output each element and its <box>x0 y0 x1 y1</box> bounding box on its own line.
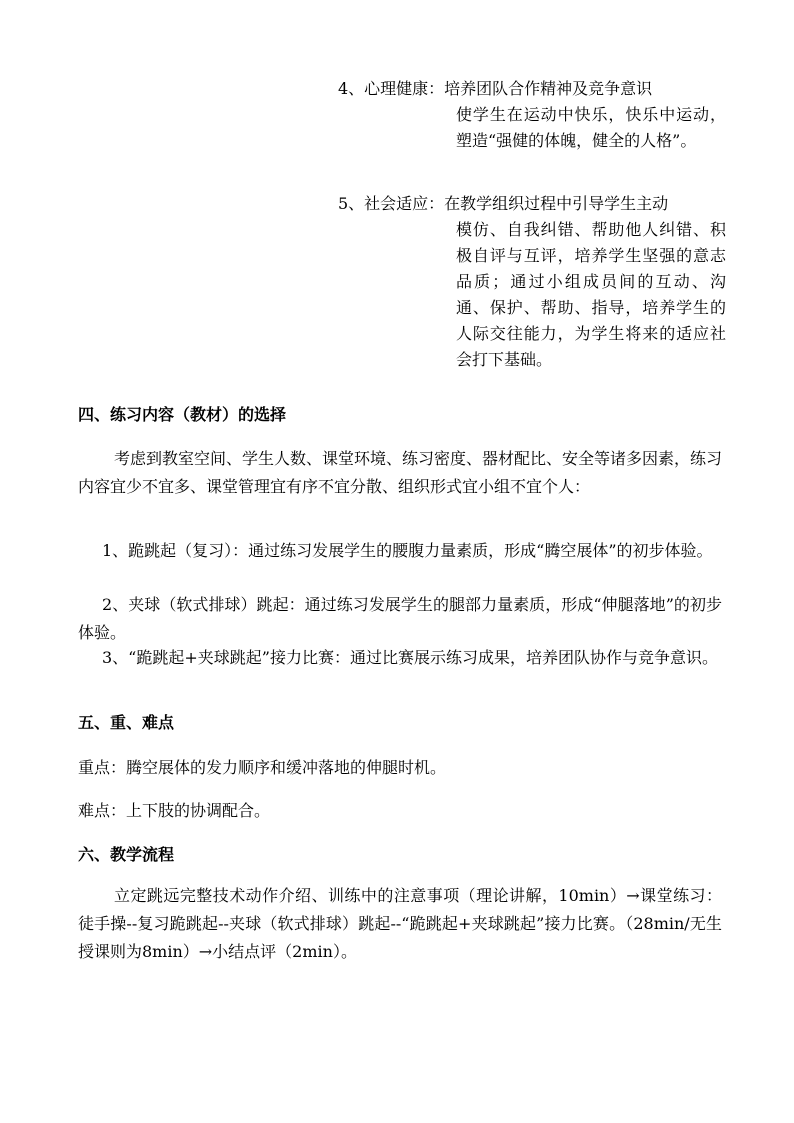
teaching-process-paragraph: 立定跳远完整技术动作介绍、训练中的注意事项（理论讲解，10min）→课堂练习：徒手操--复习跪跳起--夹球（软式排球）跳起--“跪跳起+夹球跳起”接力比赛。（28min/无生授课则为8min）→小结点评（2min）。 <box>78 886 722 961</box>
section-heading-practice-content: 四、练习内容（教材）的选择 <box>78 405 287 424</box>
key-point-text: 重点：腾空展体的发力顺序和缓冲落地的伸腿时机。 <box>78 758 447 777</box>
practice-item-1: 1、跪跳起（复习）：通过练习发展学生的腰腹力量素质，形成“腾空展体”的初步体验。 <box>102 541 713 560</box>
practice-item-3: 3、“跪跳起+夹球跳起”接力比赛：通过比赛展示练习成果，培养团队协作与竞争意识。 <box>102 648 718 667</box>
list-item-continuation: 使学生在运动中快乐，快乐中运动，塑造“强健的体魄，健全的人格”。 <box>456 105 726 150</box>
list-item-mental-health <box>338 76 738 154</box>
list-item-continuation: 模仿、自我纠错、帮助他人纠错、积极自评与互评，培养学生坚强的意志品质；通过小组成员间的互动、沟通、保护、帮助、指导，培养学生的人际交往能力，为学生将来的适应社会打下基础。 <box>456 220 726 369</box>
section-heading-teaching-process: 六、教学流程 <box>78 845 175 864</box>
section-intro-paragraph: 考虑到教室空间、学生人数、课堂环境、练习密度、器材配比、安全等诸多因素，练习内容宜少不宜多、课堂管理宜有序不宜分散、组织形式宜小组不宜个人： <box>78 449 723 496</box>
difficulty-text: 难点：上下肢的协调配合。 <box>78 801 271 820</box>
practice-item-2: 2、夹球（软式排球）跳起：通过练习发展学生的腿部力量素质，形成“伸腿落地”的初步体验。 <box>78 595 722 642</box>
list-item-lead: 5、社会适应：在教学组织过程中引导学生主动 <box>338 194 669 213</box>
list-item-social-adaptation <box>338 191 738 373</box>
list-item-lead: 4、心理健康：培养团队合作精神及竞争意识 <box>338 79 653 98</box>
section-heading-key-points: 五、重、难点 <box>78 713 175 732</box>
